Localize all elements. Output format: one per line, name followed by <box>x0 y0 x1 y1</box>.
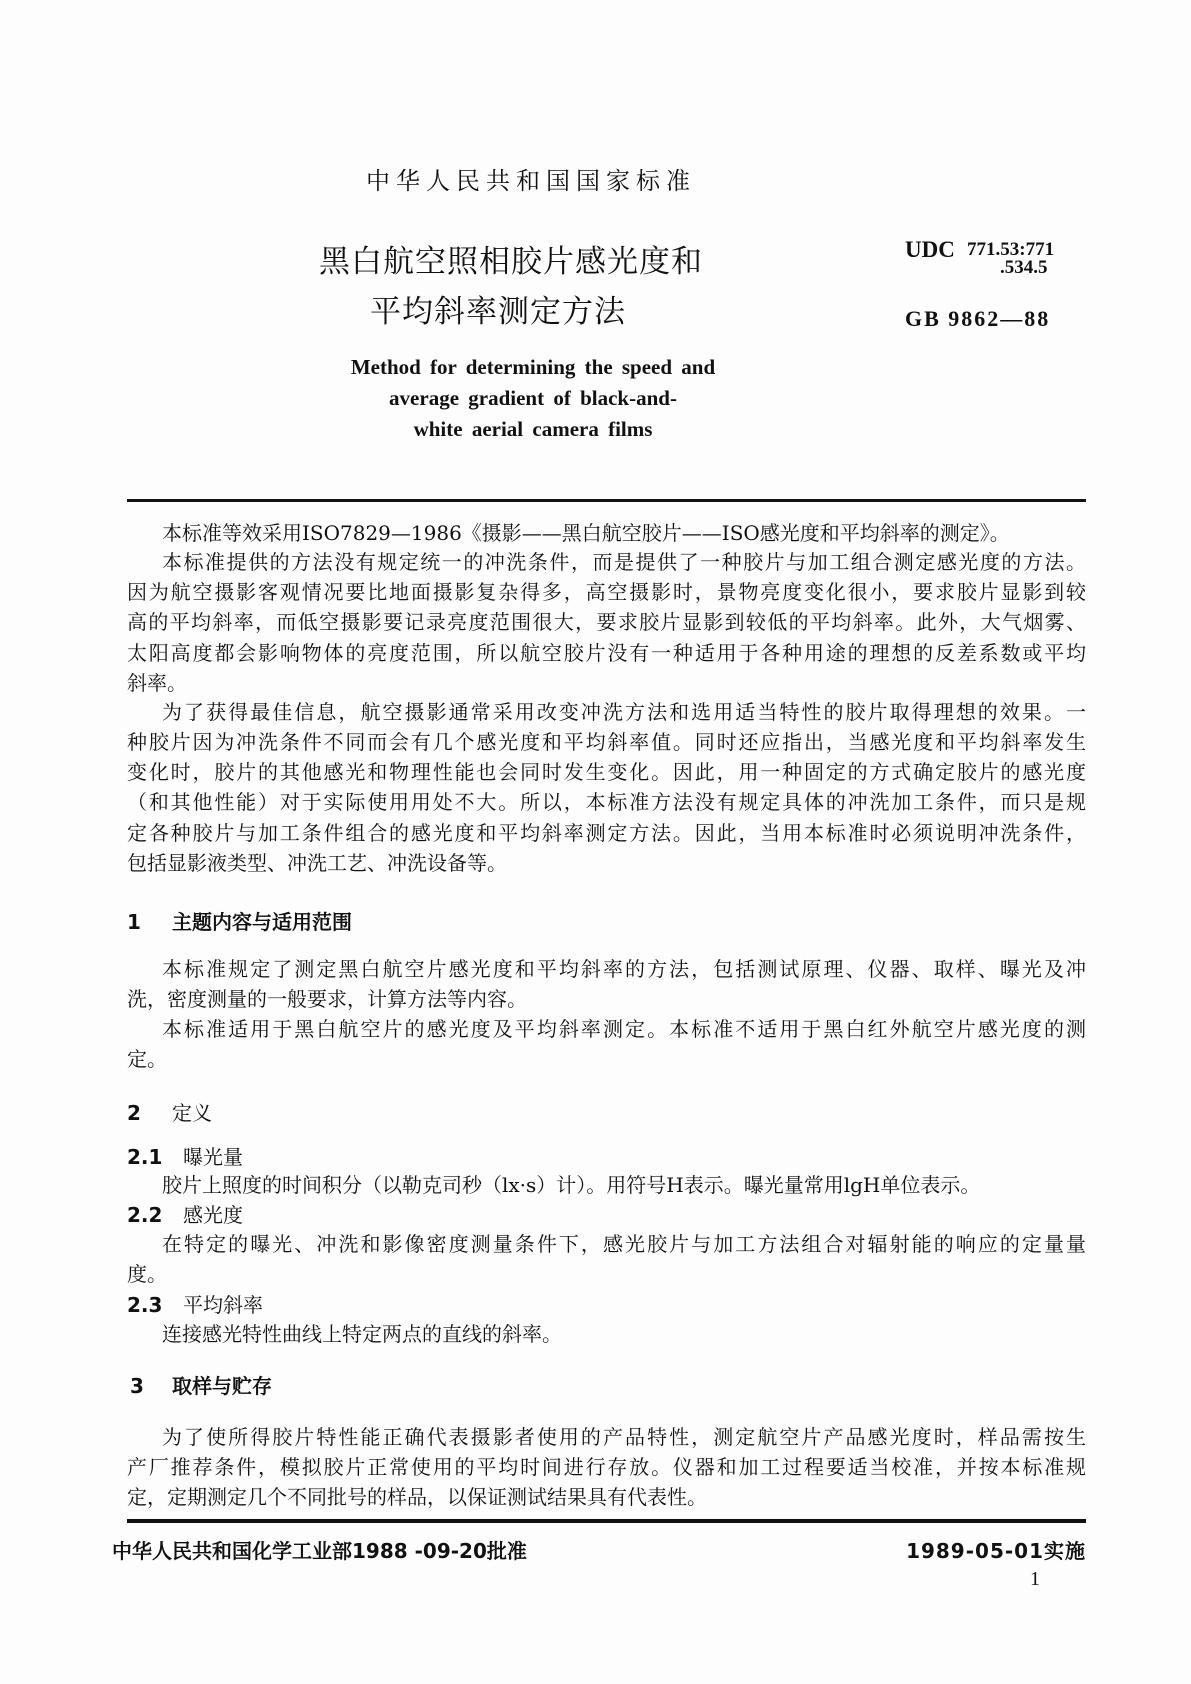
section-3-line: 为了使所得胶片特性能正确代表摄影者使用的产品特性，测定航空片产品感光度时，样品需按生 <box>162 1425 1086 1449</box>
udc-code-1: 771.53:771 <box>967 239 1055 260</box>
effective-date: 1989-05-01实施 <box>906 1539 1086 1563</box>
page-number: 1 <box>1030 1568 1040 1590</box>
approval-statement: 中华人民共和国化学工业部1988 -09-20批准 <box>112 1539 527 1563</box>
subsection-2-1-number: 2.1 <box>127 1145 163 1169</box>
intro-line: 包括显影液类型、冲洗工艺、冲洗设备等。 <box>127 851 507 875</box>
english-title-line-1: Method for determining the speed and <box>350 355 716 379</box>
title-line-2: 平均斜率测定方法 <box>370 294 626 330</box>
section-1-line: 本标准规定了测定黑白航空片感光度和平均斜率的方法，包括测试原理、仪器、取样、曝光及冲 <box>162 957 1086 981</box>
subsection-2-3-line: 连接感光特性曲线上特定两点的直线的斜率。 <box>162 1322 562 1346</box>
subsection-2-2-title: 感光度 <box>183 1203 243 1227</box>
intro-line: 因为航空摄影客观情况要比地面摄影复杂得多，高空摄影时，景物亮度变化很小，要求胶片显影到较 <box>127 580 1086 604</box>
header-divider <box>127 499 1086 502</box>
intro-line: 高的平均斜率，而低空摄影要记录亮度范围很大，要求胶片显影到较低的平均斜率。此外，大气烟雾、 <box>127 610 1086 634</box>
intro-line: 太阳高度都会影响物体的亮度范围，所以航空胶片没有一种适用于各种用途的理想的反差系数或平均 <box>127 641 1086 665</box>
subsection-2-1-line: 胶片上照度的时间积分（以勒克司秒（lx·s）计）。用符号H表示。曝光量常用lgH单位表示。 <box>162 1173 981 1197</box>
subsection-2-3-number: 2.3 <box>127 1293 163 1317</box>
gb-number: GB 9862—88 <box>905 306 1051 331</box>
section-2-title: 定义 <box>172 1101 212 1125</box>
english-title-line-3: white aerial camera films <box>413 417 653 441</box>
subsection-2-1-title: 曝光量 <box>183 1145 243 1169</box>
intro-line: 本标准提供的方法没有规定统一的冲洗条件，而是提供了一种胶片与加工组合测定感光度的方法。 <box>162 550 1086 574</box>
section-3-number: 3 <box>130 1374 144 1398</box>
section-2-number: 2 <box>127 1101 141 1125</box>
udc-label: UDC <box>905 237 955 262</box>
section-3-line: 产厂推荐条件，模拟胶片正常使用的平均时间进行存放。仪器和加工过程要适当校准，并按本标准规 <box>127 1455 1086 1479</box>
intro-line: 变化时，胶片的其他感光和物理性能也会同时发生变化。因此，用一种固定的方式确定胶片的感光度 <box>127 760 1086 784</box>
standard-organization: 中华人民共和国国家标准 <box>366 167 696 195</box>
intro-line: 本标准等效采用ISO7829—1986《摄影——黑白航空胶片——ISO感光度和平均斜率的测定》。 <box>162 521 1010 545</box>
section-1-title: 主题内容与适用范围 <box>172 910 352 934</box>
footer-divider <box>127 1519 1086 1523</box>
intro-line: （和其他性能）对于实际使用用处不大。所以，本标准方法没有规定具体的冲洗加工条件，而只是规 <box>127 790 1086 814</box>
intro-line: 为了获得最佳信息，航空摄影通常采用改变冲洗方法和选用适当特性的胶片取得理想的效果。一 <box>162 700 1086 724</box>
intro-line: 定各种胶片与加工条件组合的感光度和平均斜率测定方法。因此，当用本标准时必须说明冲洗条件， <box>127 821 1086 845</box>
section-1-line: 洗，密度测量的一般要求，计算方法等内容。 <box>127 987 527 1011</box>
intro-line: 种胶片因为冲洗条件不同而会有几个感光度和平均斜率值。同时还应指出，当感光度和平均斜率发生 <box>127 730 1086 754</box>
udc-code-2: .534.5 <box>1000 257 1048 278</box>
section-1-line: 本标准适用于黑白航空片的感光度及平均斜率测定。本标准不适用于黑白红外航空片感光度的测 <box>162 1017 1086 1041</box>
section-3-title: 取样与贮存 <box>172 1374 272 1398</box>
subsection-2-2-line: 度。 <box>127 1262 167 1286</box>
english-title-line-2: average gradient of black-and- <box>389 386 677 410</box>
subsection-2-2-number: 2.2 <box>127 1203 163 1227</box>
title-line-1: 黑白航空照相胶片感光度和 <box>319 244 703 280</box>
intro-line: 斜率。 <box>127 671 187 695</box>
subsection-2-3-title: 平均斜率 <box>183 1293 263 1317</box>
subsection-2-2-line: 在特定的曝光、冲洗和影像密度测量条件下，感光胶片与加工方法组合对辐射能的响应的定量量 <box>162 1232 1086 1256</box>
section-3-line: 定，定期测定几个不同批号的样品，以保证测试结果具有代表性。 <box>127 1485 707 1509</box>
section-1-line: 定。 <box>127 1047 167 1071</box>
section-1-number: 1 <box>127 910 141 934</box>
